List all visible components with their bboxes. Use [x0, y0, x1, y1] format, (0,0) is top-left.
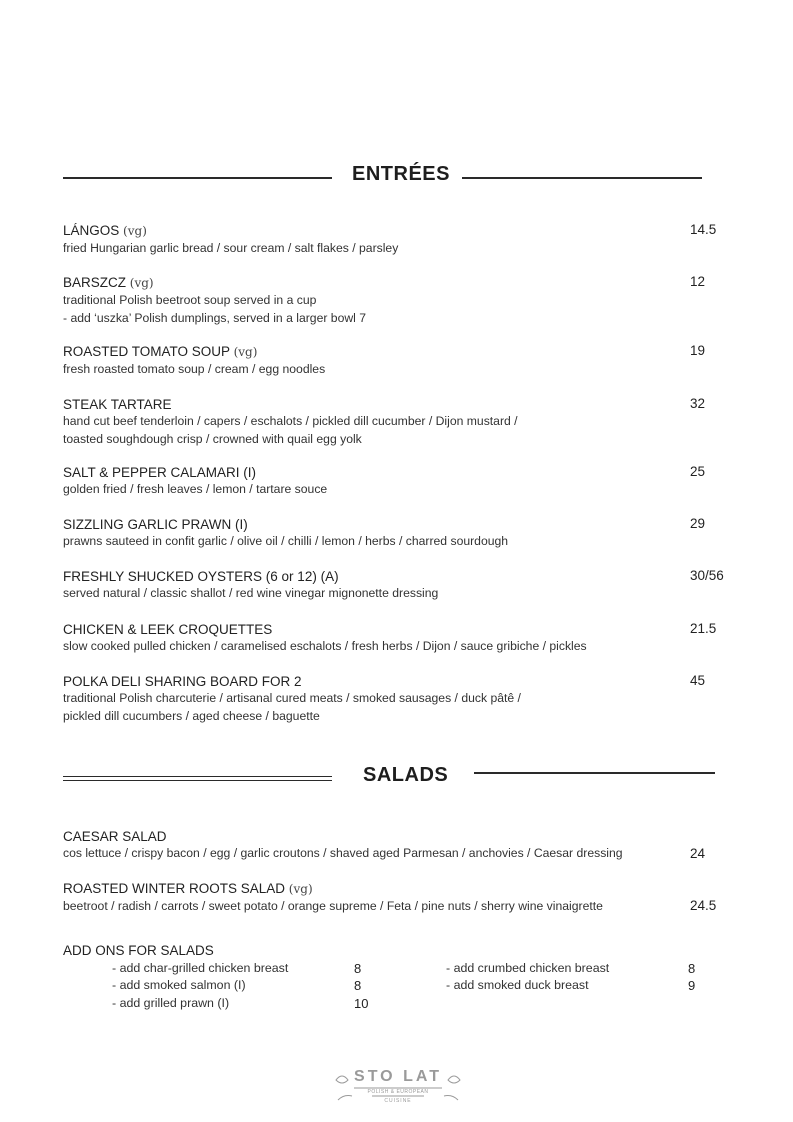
- menu-item: [63, 828, 733, 863]
- item-name: [63, 516, 733, 533]
- item-name: [63, 828, 733, 845]
- add-on-label: - add smoked salmon (I): [112, 978, 246, 992]
- menu-item: [63, 222, 733, 258]
- item-title: STEAK TARTARE: [63, 397, 172, 412]
- add-on-label: - add char-grilled chicken breast: [112, 961, 289, 975]
- item-title: ROASTED TOMATO SOUP: [63, 344, 230, 359]
- salads-header: [0, 764, 793, 794]
- item-description: served natural / classic shallot / red wine vinegar mignonette dressing: [63, 586, 439, 600]
- item-price: 19: [690, 343, 706, 358]
- add-on-label: - add crumbed chicken breast: [446, 961, 610, 975]
- add-ons-heading: ADD ONS FOR SALADS: [63, 943, 214, 958]
- item-title: SIZZLING GARLIC PRAWN (I): [63, 517, 248, 532]
- divider: [462, 177, 702, 179]
- item-description: toasted soughdough crisp / crowned with quail egg yolk: [63, 431, 362, 446]
- item-name: [63, 621, 733, 638]
- item-name: [63, 274, 733, 292]
- divider: [474, 772, 715, 774]
- item-description: traditional Polish beetroot soup served in a cup: [63, 293, 317, 307]
- menu-item: [63, 516, 733, 551]
- item-price: 25: [690, 464, 706, 479]
- item-price: 14.5: [690, 222, 717, 237]
- item-description: prawns sauteed in confit garlic / olive oil / chilli / lemon / herbs / charred sourdough: [63, 534, 509, 548]
- divider: [63, 776, 332, 781]
- add-on-price: 10: [354, 996, 369, 1011]
- add-on-price: 9: [688, 978, 696, 993]
- item-description: beetroot / radish / carrots / sweet potato / orange supreme / Feta / pine nuts / sherry wine vinaigrette: [63, 899, 603, 913]
- item-price: 12: [690, 274, 706, 289]
- item-price: 24: [690, 846, 706, 861]
- item-title: BARSZCZ: [63, 275, 127, 290]
- add-on-label: - add grilled prawn (I): [112, 996, 230, 1010]
- item-description: cos lettuce / crispy bacon / egg / garlic croutons / shaved aged Parmesan / anchovies / Caesar dressing: [63, 846, 623, 860]
- divider: [63, 177, 332, 179]
- item-description: pickled dill cucumbers / aged cheese / baguette: [63, 708, 320, 723]
- item-name: [63, 880, 733, 898]
- item-title: POLKA DELI SHARING BOARD FOR 2: [63, 674, 302, 689]
- restaurant-logo: [332, 1062, 464, 1106]
- menu-item: [63, 464, 733, 499]
- dietary-tag: (vg): [233, 345, 258, 359]
- section-title: ENTRÉES: [352, 163, 450, 185]
- item-title: FRESHLY SHUCKED OYSTERS (6 or 12) (A): [63, 569, 339, 584]
- item-name: [63, 464, 733, 481]
- item-name: [63, 568, 733, 585]
- item-description: slow cooked pulled chicken / caramelised eschalots / fresh herbs / Dijon / sauce gribiche / pickles: [63, 639, 587, 653]
- svg-text:POLISH & EUROPEAN: POLISH & EUROPEAN: [367, 1089, 429, 1095]
- item-price: 29: [690, 516, 706, 531]
- add-on-price: 8: [354, 961, 362, 976]
- item-description: hand cut beef tenderloin / capers / eschalots / pickled dill cucumber / Dijon mustard /: [63, 414, 518, 428]
- menu-item: [63, 274, 733, 327]
- section-title: SALADS: [363, 764, 449, 786]
- item-description: golden fried / fresh leaves / lemon / tartare souce: [63, 482, 328, 496]
- dietary-tag: (vg): [129, 276, 154, 290]
- item-price: 24.5: [690, 898, 717, 913]
- menu-item: [63, 880, 733, 916]
- item-name: [63, 222, 733, 240]
- dietary-tag: (vg): [123, 224, 147, 238]
- add-on-label: - add smoked duck breast: [446, 978, 589, 992]
- item-name: [63, 673, 733, 690]
- item-price: 21.5: [690, 621, 717, 636]
- salad-add-ons: [63, 942, 743, 1011]
- item-price: 45: [690, 673, 706, 688]
- item-price: 32: [690, 396, 706, 411]
- menu-item: [63, 396, 733, 448]
- item-title: SALT & PEPPER CALAMARI (I): [63, 465, 257, 480]
- add-on-price: 8: [688, 961, 696, 976]
- item-name: [63, 343, 733, 361]
- entrees-header: [0, 163, 793, 193]
- item-description: fresh roasted tomato soup / cream / egg noodles: [63, 362, 326, 376]
- item-description: traditional Polish charcuterie / artisanal cured meats / smoked sausages / duck pâtê /: [63, 691, 521, 705]
- svg-text:CUISINE: CUISINE: [384, 1098, 412, 1104]
- menu-item: [63, 673, 733, 725]
- item-title: LÁNGOS: [63, 223, 120, 238]
- item-name: [63, 396, 733, 413]
- item-description: - add ‘uszka’ Polish dumplings, served in a larger bowl 7: [63, 310, 367, 325]
- menu-item: [63, 343, 733, 379]
- item-description: fried Hungarian garlic bread / sour cream / salt flakes / parsley: [63, 241, 399, 255]
- item-title: CHICKEN & LEEK CROQUETTES: [63, 622, 273, 637]
- dietary-tag: (vg): [288, 882, 313, 896]
- menu-item: [63, 621, 733, 656]
- item-title: ROASTED WINTER ROOTS SALAD: [63, 881, 286, 896]
- menu-item: [63, 568, 733, 603]
- item-title: CAESAR SALAD: [63, 829, 167, 844]
- add-on-price: 8: [354, 978, 362, 993]
- svg-text:STO LAT: STO LAT: [354, 1068, 442, 1085]
- item-price: 30/56: [690, 568, 724, 583]
